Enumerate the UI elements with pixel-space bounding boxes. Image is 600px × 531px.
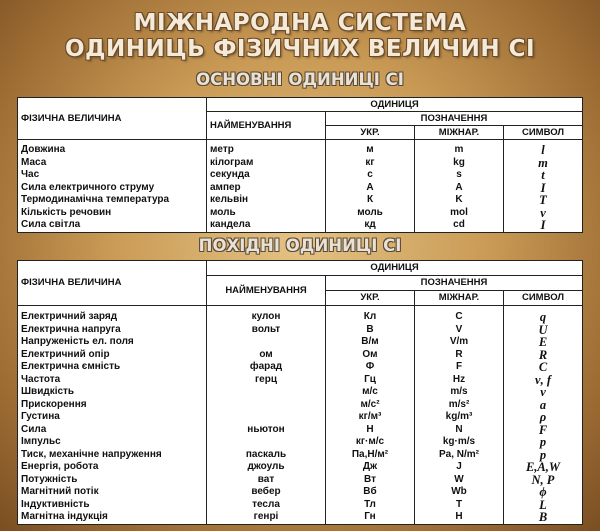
header-ukr: УКР. <box>326 126 415 140</box>
header-name: НАЙМЕНУВАННЯ <box>207 112 326 140</box>
table-row <box>18 182 583 195</box>
cell-quantity: Магнітний потік <box>18 486 207 499</box>
cell-name: вебер <box>207 486 326 499</box>
cell-intl: A <box>415 182 504 195</box>
cell-quantity: Швидкість <box>18 386 207 399</box>
cell-intl: kg/m³ <box>415 411 504 424</box>
cell-ukr: Вб <box>326 486 415 499</box>
table-row <box>18 219 583 232</box>
cell-quantity: Сила електричного струму <box>18 182 207 195</box>
cell-symbol: ρ <box>504 411 583 424</box>
table-row <box>18 399 583 412</box>
cell-symbol: a <box>504 399 583 412</box>
basic-units-table <box>17 97 583 233</box>
table-row <box>18 486 583 499</box>
cell-name <box>207 399 326 412</box>
header-designation: ПОЗНАЧЕННЯ <box>326 276 583 291</box>
cell-symbol: ν <box>504 207 583 220</box>
cell-intl: V <box>415 324 504 337</box>
cell-symbol: U <box>504 324 583 337</box>
cell-quantity: Густина <box>18 411 207 424</box>
cell-symbol: t <box>504 169 583 182</box>
cell-name: кілограм <box>207 157 326 170</box>
cell-ukr: моль <box>326 207 415 220</box>
cell-intl: C <box>415 306 504 324</box>
cell-ukr: Ф <box>326 361 415 374</box>
cell-ukr: Дж <box>326 461 415 474</box>
table-row <box>18 169 583 182</box>
cell-quantity: Електрична напруга <box>18 324 207 337</box>
cell-name: генрі <box>207 511 326 524</box>
cell-ukr: Вт <box>326 474 415 487</box>
cell-symbol: L <box>504 499 583 512</box>
cell-intl: K <box>415 194 504 207</box>
cell-intl: s <box>415 169 504 182</box>
cell-name: паскаль <box>207 449 326 462</box>
table-row <box>18 194 583 207</box>
cell-ukr: с <box>326 169 415 182</box>
table-row <box>18 361 583 374</box>
cell-symbol: v <box>504 386 583 399</box>
table-row <box>18 436 583 449</box>
cell-symbol: ν, f <box>504 374 583 387</box>
header-name: НАЙМЕНУВАННЯ <box>207 276 326 306</box>
poster-title-line2: ОДИНИЦЬ ФІЗИЧНИХ ВЕЛИЧИН СІ <box>64 36 536 62</box>
cell-ukr: В <box>326 324 415 337</box>
cell-ukr: м/с <box>326 386 415 399</box>
header-symbol: СИМВОЛ <box>504 291 583 306</box>
derived-units-table <box>17 260 583 525</box>
cell-quantity: Сила <box>18 424 207 437</box>
cell-intl: J <box>415 461 504 474</box>
cell-name: кандела <box>207 219 326 232</box>
cell-symbol: F <box>504 424 583 437</box>
cell-quantity: Енергія, робота <box>18 461 207 474</box>
table-row <box>18 411 583 424</box>
table-row <box>18 461 583 474</box>
cell-ukr: К <box>326 194 415 207</box>
cell-name: фарад <box>207 361 326 374</box>
cell-quantity: Потужність <box>18 474 207 487</box>
cell-quantity: Електричний опір <box>18 349 207 362</box>
cell-quantity: Термодинамічна температура <box>18 194 207 207</box>
cell-name: джоуль <box>207 461 326 474</box>
cell-intl: F <box>415 361 504 374</box>
cell-ukr: Н <box>326 424 415 437</box>
cell-intl: W <box>415 474 504 487</box>
cell-quantity: Сила світла <box>18 219 207 232</box>
cell-ukr: Гн <box>326 511 415 524</box>
cell-name: секунда <box>207 169 326 182</box>
cell-name: герц <box>207 374 326 387</box>
cell-intl: Wb <box>415 486 504 499</box>
cell-ukr: Па,Н/м² <box>326 449 415 462</box>
cell-intl: m/s² <box>415 399 504 412</box>
cell-ukr: А <box>326 182 415 195</box>
cell-quantity: Електричний заряд <box>18 306 207 324</box>
cell-quantity: Електрична ємність <box>18 361 207 374</box>
table-row <box>18 474 583 487</box>
cell-intl: N <box>415 424 504 437</box>
cell-quantity: Магнітна індукція <box>18 511 207 524</box>
cell-quantity: Тиск, механічне напруження <box>18 449 207 462</box>
cell-intl: kg·m/s <box>415 436 504 449</box>
header-intl: МІЖНАР. <box>415 291 504 306</box>
derived-units-heading: ПОХІДНІ ОДИНИЦІ СІ <box>198 236 402 255</box>
cell-name <box>207 411 326 424</box>
cell-name: ньютон <box>207 424 326 437</box>
table-row <box>18 386 583 399</box>
cell-quantity: Довжина <box>18 140 207 157</box>
cell-quantity: Час <box>18 169 207 182</box>
cell-ukr: м <box>326 140 415 157</box>
cell-ukr: Ом <box>326 349 415 362</box>
header-unit: ОДИНИЦЯ <box>207 98 583 112</box>
cell-name: кельвін <box>207 194 326 207</box>
cell-symbol: l <box>504 140 583 157</box>
cell-name: ом <box>207 349 326 362</box>
cell-ukr: Гц <box>326 374 415 387</box>
cell-name: ампер <box>207 182 326 195</box>
header-unit: ОДИНИЦЯ <box>207 261 583 276</box>
cell-name: ват <box>207 474 326 487</box>
cell-quantity: Індуктивність <box>18 499 207 512</box>
table-row <box>18 374 583 387</box>
table-row <box>18 424 583 437</box>
header-intl: МІЖНАР. <box>415 126 504 140</box>
table-row <box>18 349 583 362</box>
cell-name: вольт <box>207 324 326 337</box>
cell-quantity: Кількість речовин <box>18 207 207 220</box>
cell-ukr: Кл <box>326 306 415 324</box>
cell-ukr: м/с² <box>326 399 415 412</box>
table-row <box>18 511 583 524</box>
cell-intl: cd <box>415 219 504 232</box>
cell-symbol: E <box>504 336 583 349</box>
header-ukr: УКР. <box>326 291 415 306</box>
cell-symbol: R <box>504 349 583 362</box>
cell-symbol: N, P <box>504 474 583 487</box>
cell-intl: Pa, N/m² <box>415 449 504 462</box>
cell-symbol: I <box>504 182 583 195</box>
header-quantity: ФІЗИЧНА ВЕЛИЧИНА <box>18 261 207 306</box>
cell-symbol: I <box>504 219 583 232</box>
table-row <box>18 499 583 512</box>
cell-intl: m/s <box>415 386 504 399</box>
cell-quantity: Маса <box>18 157 207 170</box>
cell-quantity: Прискорення <box>18 399 207 412</box>
header-quantity: ФІЗИЧНА ВЕЛИЧИНА <box>18 98 207 140</box>
cell-ukr: кг <box>326 157 415 170</box>
cell-symbol: p <box>504 436 583 449</box>
cell-intl: m <box>415 140 504 157</box>
cell-symbol: ϕ <box>504 486 583 499</box>
cell-symbol: T <box>504 194 583 207</box>
cell-ukr: Тл <box>326 499 415 512</box>
table-row <box>18 324 583 337</box>
table-row <box>18 140 583 157</box>
cell-intl: Hz <box>415 374 504 387</box>
cell-ukr: кг/м³ <box>326 411 415 424</box>
cell-symbol: E,A,W <box>504 461 583 474</box>
cell-intl: V/m <box>415 336 504 349</box>
cell-ukr: В/м <box>326 336 415 349</box>
cell-symbol: B <box>504 511 583 524</box>
cell-intl: T <box>415 499 504 512</box>
cell-symbol: p <box>504 449 583 462</box>
cell-symbol: C <box>504 361 583 374</box>
cell-quantity: Імпульс <box>18 436 207 449</box>
cell-name: моль <box>207 207 326 220</box>
table-row <box>18 306 583 324</box>
basic-units-heading: ОСНОВНІ ОДИНИЦІ СІ <box>196 70 404 89</box>
cell-intl: kg <box>415 157 504 170</box>
cell-quantity: Напруженість ел. поля <box>18 336 207 349</box>
cell-ukr: кг·м/с <box>326 436 415 449</box>
table-row <box>18 207 583 220</box>
table-row <box>18 157 583 170</box>
cell-intl: H <box>415 511 504 524</box>
cell-name <box>207 336 326 349</box>
cell-name <box>207 386 326 399</box>
cell-name <box>207 436 326 449</box>
header-symbol: СИМВОЛ <box>504 126 583 140</box>
cell-intl: mol <box>415 207 504 220</box>
cell-symbol: q <box>504 306 583 324</box>
cell-quantity: Частота <box>18 374 207 387</box>
cell-intl: R <box>415 349 504 362</box>
cell-name: кулон <box>207 306 326 324</box>
table-row <box>18 449 583 462</box>
cell-name: метр <box>207 140 326 157</box>
cell-name: тесла <box>207 499 326 512</box>
cell-ukr: кд <box>326 219 415 232</box>
cell-symbol: m <box>504 157 583 170</box>
table-row <box>18 336 583 349</box>
poster-title-line1: МІЖНАРОДНА СИСТЕМА <box>133 10 467 36</box>
header-designation: ПОЗНАЧЕННЯ <box>326 112 583 126</box>
